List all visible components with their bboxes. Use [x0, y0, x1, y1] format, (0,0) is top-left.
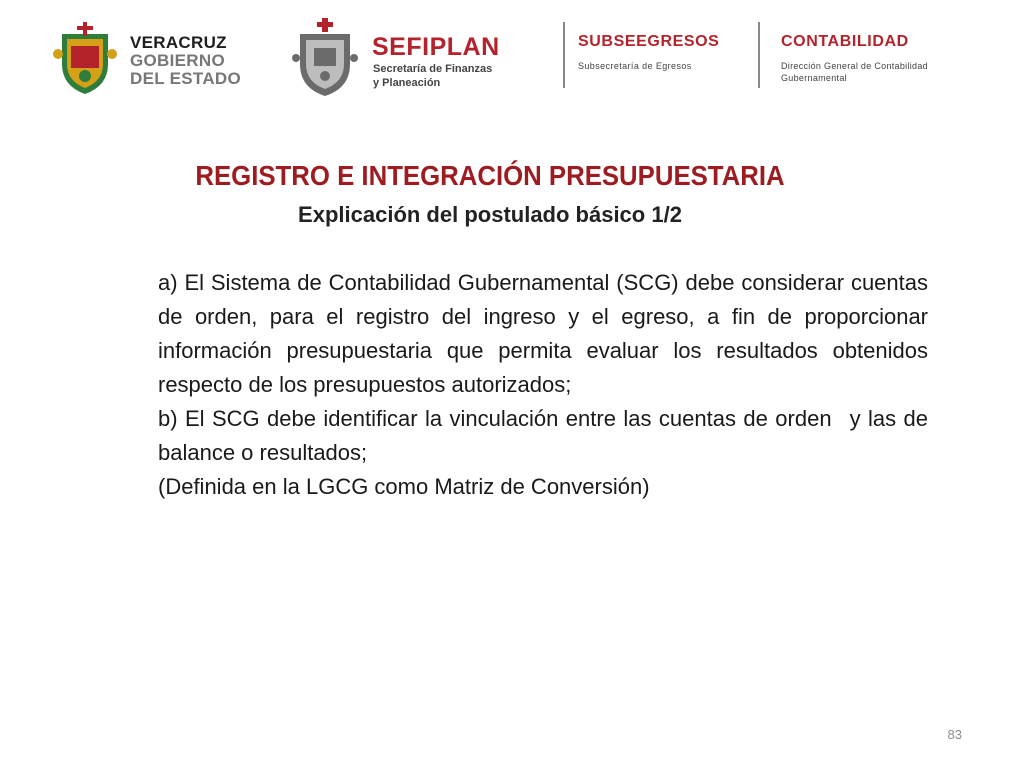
contabilidad-logo — [781, 34, 981, 94]
sefiplan-line1: Secretaría de Finanzas — [373, 63, 493, 75]
slide-body — [158, 266, 928, 504]
header-divider — [758, 22, 760, 88]
veracruz-logo — [52, 18, 242, 98]
slide-title: REGISTRO E INTEGRACIÓN PRESUPUESTARIA — [195, 160, 785, 191]
paragraph-b-end: y las de balance o resultados; — [158, 406, 928, 465]
veracruz-line3: DEL ESTADO — [130, 69, 241, 88]
veracruz-line1: VERACRUZ — [130, 33, 227, 52]
contabilidad-subtitle-line1: Dirección General de Contabilidad — [781, 61, 928, 71]
header-divider — [563, 22, 565, 88]
sefiplan-crest-icon — [292, 18, 358, 98]
slide-subtitle: Explicación del postulado básico 1/2 — [298, 202, 682, 227]
contabilidad-name: CONTABILIDAD — [781, 33, 909, 50]
subsecretaria-logo — [578, 34, 753, 84]
sefiplan-logo — [292, 18, 542, 98]
sefiplan-name: SEFIPLAN — [372, 33, 500, 61]
veracruz-line2: GOBIERNO — [130, 51, 225, 70]
contabilidad-subtitle-line2: Gubernamental — [781, 73, 847, 83]
subsecretaria-subtitle: Subsecretaría de Egresos — [578, 61, 692, 71]
subsecretaria-name: SUBSEEGRESOS — [578, 33, 720, 50]
header-logos — [0, 0, 1024, 110]
page-number: 83 — [947, 727, 962, 742]
paragraph-b-start: b) El SCG debe identificar la vinculación entre las cuentas de orden — [158, 406, 832, 431]
paragraph-b — [158, 402, 928, 470]
paragraph-a: a) El Sistema de Contabilidad Gubernamental (SCG) debe considerar cuentas de orden, para el registro del ingreso y el egreso, a fin de proporcionar información presupuestaria que permita evaluar los resultados obtenidos respecto de los presupuestos autorizados; — [158, 270, 928, 397]
sefiplan-line2: y Planeación — [373, 77, 441, 89]
veracruz-crest-icon — [52, 20, 118, 96]
paragraph-note: (Definida en la LGCG como Matriz de Conversión) — [158, 474, 650, 499]
